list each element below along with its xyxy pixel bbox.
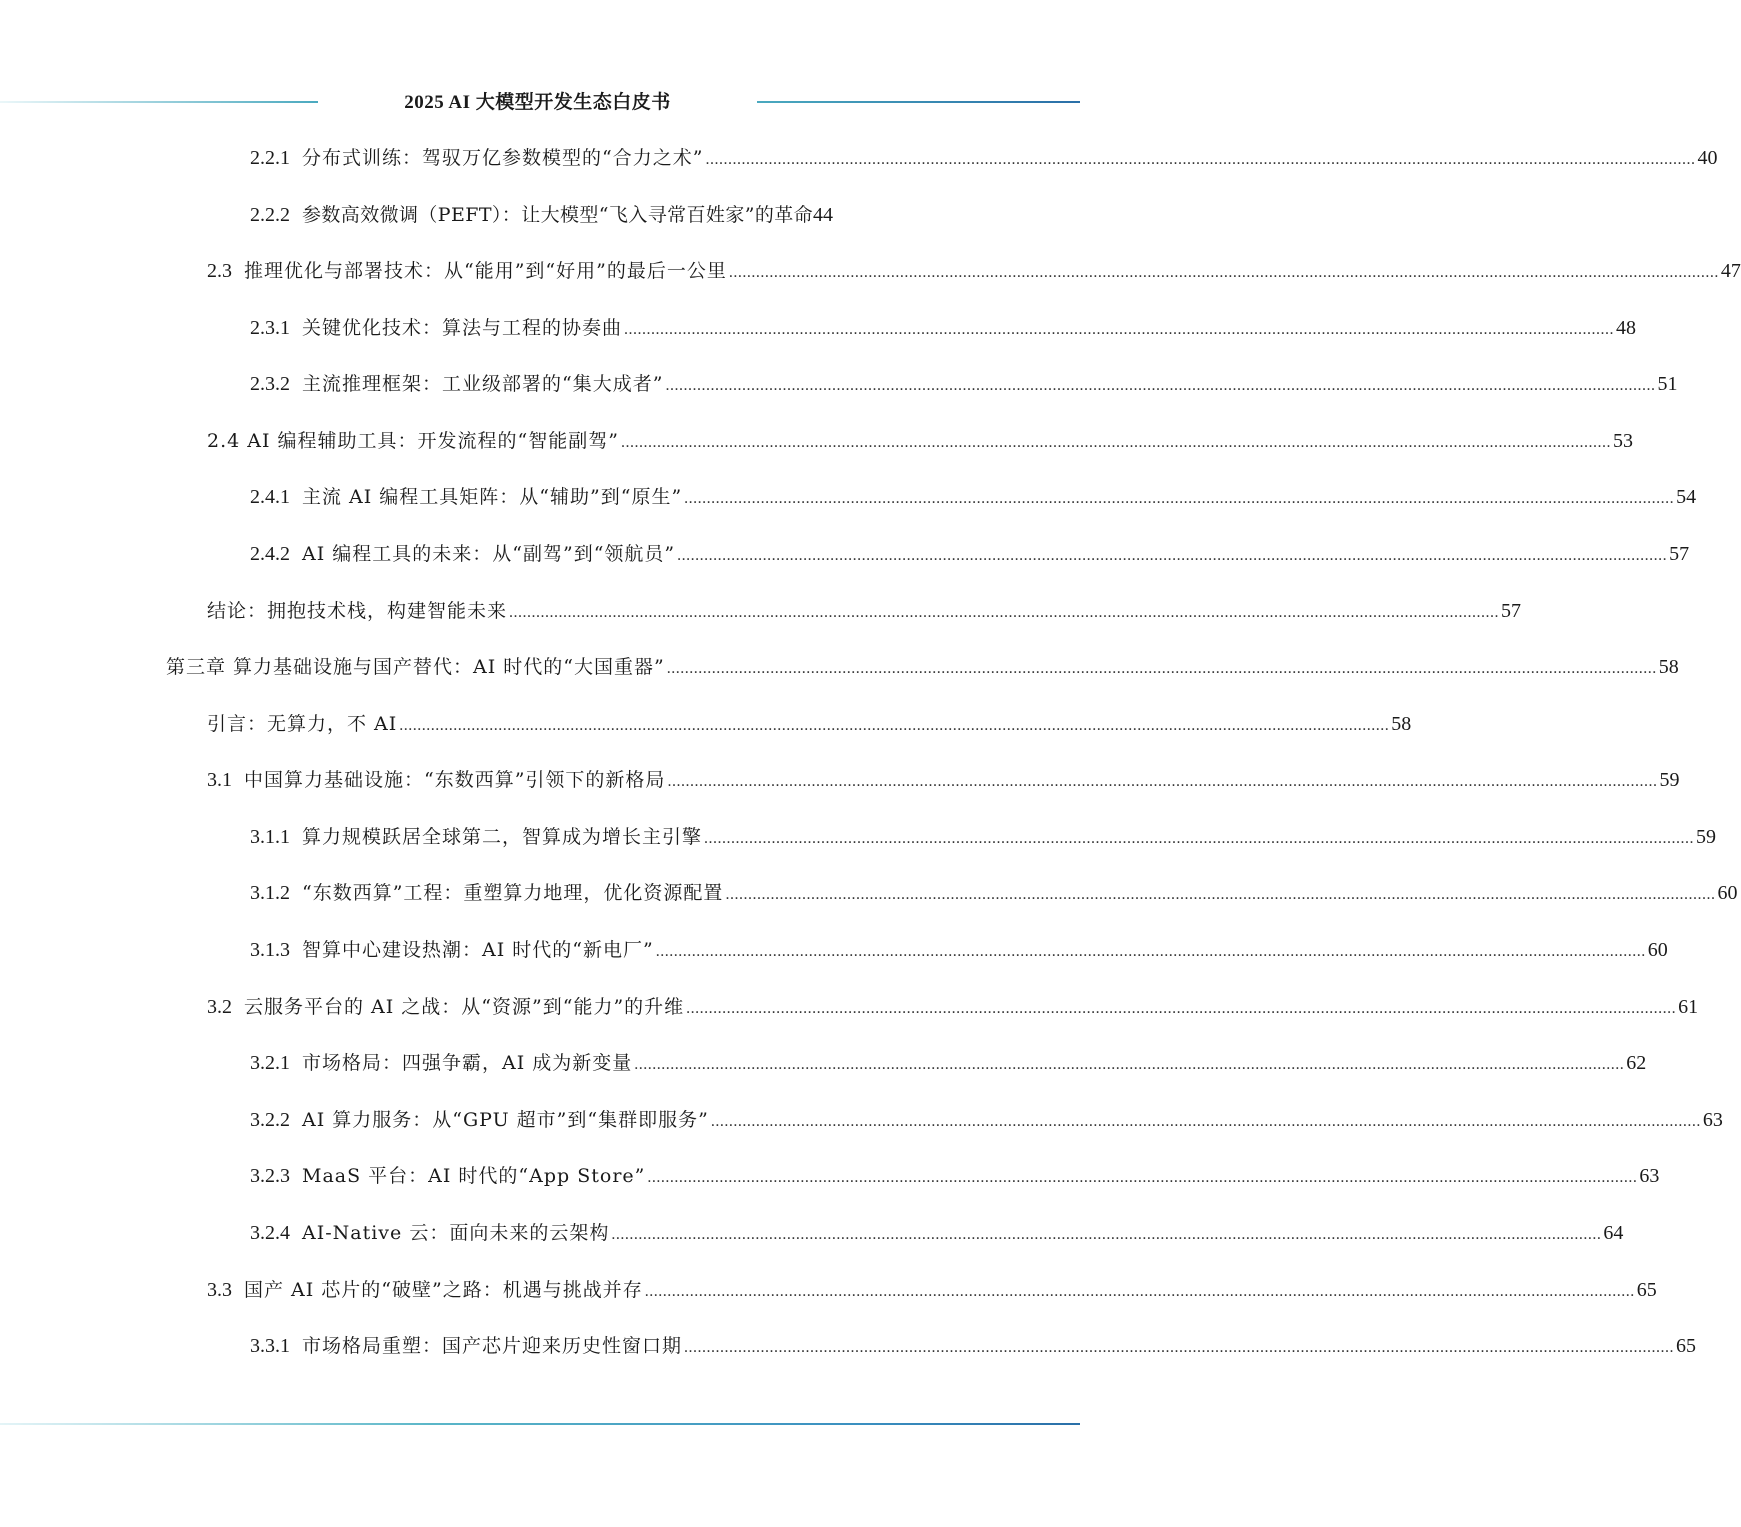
toc-leader-dots bbox=[656, 932, 1646, 972]
toc-entry-title: 市场格局重塑：国产芯片迎来历史性窗口期 bbox=[302, 1335, 683, 1357]
toc-entry-page: 65 bbox=[1676, 1335, 1697, 1357]
toc-entry-page: 62 bbox=[1626, 1052, 1647, 1074]
toc-leader-dots bbox=[611, 1215, 1601, 1255]
toc-entry-page: 54 bbox=[1676, 486, 1697, 508]
toc-entry[interactable] bbox=[250, 1043, 1647, 1083]
toc-entry-title: AI 算力服务：从“GPU 超市”到“集群即服务” bbox=[302, 1109, 709, 1131]
toc-entry[interactable] bbox=[207, 251, 1741, 291]
toc-entry[interactable] bbox=[250, 308, 1637, 348]
toc-entry-number: 3.1.3 bbox=[250, 939, 290, 961]
toc-leader-dots bbox=[645, 1272, 1635, 1312]
toc-entry-page: 51 bbox=[1657, 373, 1678, 395]
toc-entry-page: 57 bbox=[1501, 600, 1522, 622]
toc-entry-number: 2.3 bbox=[207, 260, 232, 282]
toc-entry-number: 2.2.1 bbox=[250, 147, 290, 169]
toc-entry-number: 3.1.2 bbox=[250, 882, 290, 904]
toc-leader-dots bbox=[634, 1045, 1624, 1085]
toc-entry-page: 60 bbox=[1647, 939, 1668, 961]
toc-leader-dots bbox=[667, 649, 1657, 689]
toc-entry-page: 47 bbox=[1720, 260, 1741, 282]
toc-entry-title: 第三章 算力基础设施与国产替代：AI 时代的“大国重器” bbox=[166, 656, 665, 678]
toc-entry-number: 2.3.2 bbox=[250, 373, 290, 395]
toc-entry-number: 3.2.2 bbox=[250, 1109, 290, 1131]
toc-entry-title: 主流 AI 编程工具矩阵：从“辅助”到“原生” bbox=[302, 486, 683, 508]
toc-entry-page: 53 bbox=[1612, 430, 1633, 452]
toc-leader-dots bbox=[684, 1328, 1674, 1368]
toc-entry-title: 参数高效微调（PEFT）：让大模型“飞入寻常百姓家”的革命 bbox=[302, 204, 814, 226]
toc-entry-number: 3.1.1 bbox=[250, 826, 290, 848]
toc-entry-title: “东数西算”工程：重塑算力地理，优化资源配置 bbox=[302, 882, 724, 904]
toc-entry-title: 推理优化与部署技术：从“能用”到“好用”的最后一公里 bbox=[244, 260, 727, 282]
toc-leader-dots bbox=[665, 366, 1655, 406]
toc-entry-page: 57 bbox=[1669, 543, 1690, 565]
toc-entry-title: 云服务平台的 AI 之战：从“资源”到“能力”的升维 bbox=[244, 996, 685, 1018]
toc-entry-title: 结论：拥抱技术栈，构建智能未来 bbox=[207, 600, 508, 622]
toc-entry-title: AI-Native 云：面向未来的云架构 bbox=[302, 1222, 610, 1244]
toc-entry-title: 关键优化技术：算法与工程的协奏曲 bbox=[302, 317, 623, 339]
toc-leader-dots bbox=[684, 479, 1674, 519]
toc-entry-page: 65 bbox=[1636, 1279, 1657, 1301]
toc-entry[interactable] bbox=[250, 930, 1668, 970]
toc-leader-dots bbox=[667, 762, 1657, 802]
toc-entry[interactable] bbox=[250, 817, 1717, 857]
toc-leader-dots bbox=[621, 423, 1611, 463]
header-rule-right bbox=[757, 101, 1080, 103]
toc-entry[interactable] bbox=[250, 138, 1718, 178]
toc-entry[interactable] bbox=[166, 647, 1679, 687]
toc-entry-title: 2.4 AI 编程辅助工具：开发流程的“智能副驾” bbox=[207, 430, 619, 452]
toc-entry[interactable] bbox=[250, 873, 1738, 913]
toc-entry-page: 63 bbox=[1702, 1109, 1723, 1131]
toc-entry-number: 3.2 bbox=[207, 996, 232, 1018]
toc-entry-page: 61 bbox=[1678, 996, 1699, 1018]
toc-entry-title: 引言：无算力，不 AI bbox=[207, 713, 398, 735]
toc-entry[interactable] bbox=[250, 477, 1697, 517]
toc-entry-page: 44 bbox=[813, 204, 834, 226]
toc-entry-number: 3.2.3 bbox=[250, 1165, 290, 1187]
toc-leader-dots bbox=[677, 536, 1667, 576]
toc-entry-page: 40 bbox=[1697, 147, 1718, 169]
toc-entry-number: 3.3.1 bbox=[250, 1335, 290, 1357]
toc-entry-number: 3.3 bbox=[207, 1279, 232, 1301]
toc-leader-dots bbox=[686, 989, 1676, 1029]
toc-entry-title: 主流推理框架：工业级部署的“集大成者” bbox=[302, 373, 664, 395]
toc-entry-page: 60 bbox=[1717, 882, 1738, 904]
toc-entry[interactable] bbox=[250, 364, 1678, 404]
toc-entry[interactable] bbox=[207, 591, 1522, 631]
toc-entry-page: 64 bbox=[1603, 1222, 1624, 1244]
toc-entry-title: 算力规模跃居全球第二，智算成为增长主引擎 bbox=[302, 826, 703, 848]
toc-leader-dots bbox=[624, 310, 1614, 350]
toc-entry[interactable] bbox=[250, 1326, 1697, 1366]
toc-entry-page: 58 bbox=[1391, 713, 1412, 735]
toc-entry-title: 国产 AI 芯片的“破壁”之路：机遇与挑战并存 bbox=[244, 1279, 643, 1301]
toc-leader-dots bbox=[647, 1158, 1637, 1198]
toc-entry[interactable] bbox=[250, 1156, 1660, 1196]
page-title: 2025 AI 大模型开发生态白皮书 bbox=[404, 92, 671, 113]
toc-entry[interactable] bbox=[250, 1100, 1723, 1140]
toc-entry-title: 市场格局：四强争霸，AI 成为新变量 bbox=[302, 1052, 633, 1074]
toc-entry-page: 59 bbox=[1696, 826, 1717, 848]
toc-entry-number: 3.1 bbox=[207, 769, 232, 791]
footer-rule bbox=[0, 1423, 1080, 1425]
toc-entry-title: 分布式训练：驾驭万亿参数模型的“合力之术” bbox=[302, 147, 704, 169]
toc-leader-dots bbox=[711, 1102, 1701, 1142]
toc-entry-title: 智算中心建设热潮：AI 时代的“新电厂” bbox=[302, 939, 654, 961]
toc-entry-title: MaaS 平台：AI 时代的“App Store” bbox=[302, 1165, 646, 1187]
toc-entry-number: 2.3.1 bbox=[250, 317, 290, 339]
toc-leader-dots bbox=[399, 706, 1389, 746]
toc-entry-number: 3.2.1 bbox=[250, 1052, 290, 1074]
toc-entry[interactable] bbox=[250, 195, 922, 235]
toc-entry[interactable] bbox=[207, 704, 1412, 744]
toc-entry-page: 48 bbox=[1616, 317, 1637, 339]
page-header bbox=[0, 88, 1080, 118]
toc-leader-dots bbox=[704, 819, 1694, 859]
toc-leader-dots bbox=[729, 253, 1719, 293]
toc-entry[interactable] bbox=[250, 1213, 1624, 1253]
toc-entry-page: 58 bbox=[1658, 656, 1679, 678]
toc-entry-number: 2.4.2 bbox=[250, 543, 290, 565]
toc-entry[interactable] bbox=[207, 760, 1680, 800]
toc-entry-page: 63 bbox=[1639, 1165, 1660, 1187]
toc-entry-title: AI 编程工具的未来：从“副驾”到“领航员” bbox=[302, 543, 676, 565]
toc-entry[interactable] bbox=[207, 421, 1633, 461]
toc-entry[interactable] bbox=[207, 987, 1699, 1027]
toc-entry-page: 59 bbox=[1659, 769, 1680, 791]
header-rule-left bbox=[0, 101, 318, 103]
toc-entry-number: 2.4.1 bbox=[250, 486, 290, 508]
toc-entry-title: 中国算力基础设施：“东数西算”引领下的新格局 bbox=[244, 769, 666, 791]
toc-leader-dots bbox=[725, 875, 1715, 915]
toc-entry-number: 3.2.4 bbox=[250, 1222, 290, 1244]
toc-entry[interactable] bbox=[207, 1270, 1657, 1310]
toc-leader-dots bbox=[509, 593, 1499, 633]
toc-entry[interactable] bbox=[250, 534, 1690, 574]
toc-leader-dots bbox=[705, 140, 1695, 180]
toc-entry-number: 2.2.2 bbox=[250, 204, 290, 226]
